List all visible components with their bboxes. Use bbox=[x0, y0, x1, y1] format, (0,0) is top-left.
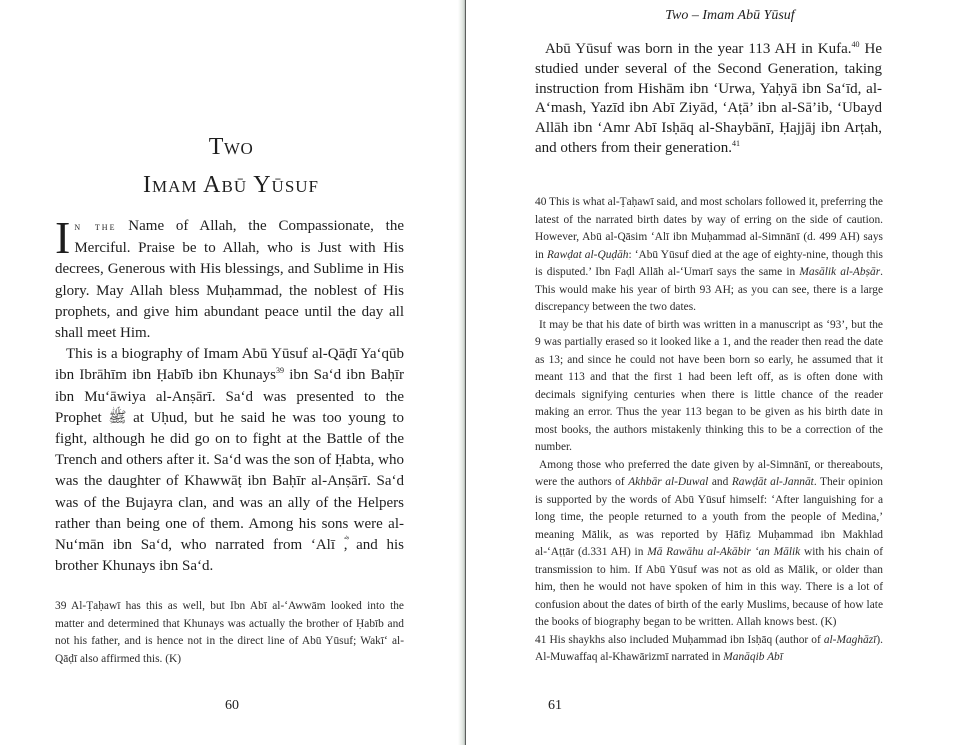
footnote-41-text: ). Al-Muwaffaq al-Khawārizmī narrated in bbox=[535, 633, 883, 663]
footnote-41-text: 41 His shaykhs also included Muḥammad ibn Isḥāq (author of bbox=[535, 633, 824, 646]
page-number-right: 61 bbox=[548, 698, 562, 713]
lead-small-caps: n the bbox=[74, 221, 117, 233]
page-number-left: 60 bbox=[225, 698, 239, 713]
birth-text: Abū Yūsuf was born in the year 113 AH in Kufa. bbox=[544, 41, 852, 57]
opening-paragraph bbox=[55, 212, 404, 344]
teachers-text: He studied under several of the Second Generation, taking instruction from Hishām ibn ‘Urwa, Yaḥyā ibn Sa‘īd, al-A‘mash, Yazīd ibn Abī Ziyād, ‘Aṭā’ ibn al-Sā’ib, ‘Ubayd Allāh ibn ‘Amr Abī Isḥāq al-Shaybānī, Ḥajjāj ibn Arṭah, and others from their generation. bbox=[535, 41, 882, 156]
running-head: Two – Imam Abū Yūsuf bbox=[665, 8, 795, 23]
footnote-40-text: with his chain of transmission to him. If Abū Yūsuf was not as old as Mālik, or older than him, then he would not have spoken of him in this way. There is a lot of confusion about the dates of birth of the early Muslims, because of how late the books of biography began to be written. Allah knows best. (K) bbox=[535, 546, 884, 628]
footnote-ref-39[interactable]: 39 bbox=[276, 366, 285, 376]
book-title: al-Maghāzī bbox=[823, 633, 877, 646]
chapter-title: Imam Abū Yūsuf bbox=[142, 172, 320, 198]
footnote-40-text: . This would make his year of birth 93 AH; as you can see, there is a large discrepancy between the two dates. bbox=[535, 266, 883, 313]
footnote-40-paragraph-2: It may be that his date of birth was written in a manuscript as ‘93’, but the 9 was partially erased so it looked like a 1, and the reader then read the date as 13; and since he could not have been born so early, he assumed that it meant 113 and that the first 1 had been left off, as is often done with decimals signifying centuries when there is little chance of the reader making an error. Thus the year 113 began to be given as his birth date in most books, the authors mistakenly thinking this to be a correction of the number. bbox=[535, 318, 883, 453]
footnote-40 bbox=[535, 194, 883, 317]
book-title: Masālik al-Abṣār bbox=[799, 266, 881, 278]
footnote-40-text: 40 This is what al-Ṭaḥawī said, and most scholars followed it, preferring the latest of the narrated birth dates by way of erring on the side of caution. However, Abū al-Qāsim ‘Alī ibn Muḥammad al-Simnānī (d. 499 AH) says in bbox=[535, 196, 883, 261]
book-title: Mā Rawāhu al-Akābir ‘an Mālik bbox=[647, 546, 801, 558]
book-title: Rawḍat al-Quḍāh bbox=[546, 248, 629, 261]
footnote-40-text: : ‘Abū Yūsuf died at the age of eighty-nine, though this is disputed.’ Ibn Faḍl Allāh al-‘Umarī says the same in bbox=[535, 248, 883, 278]
right-footnotes bbox=[535, 194, 883, 667]
biography-text-rest: ibn Sa‘d ibn Baḥīr ibn Mu‘āwiya al-Anṣārī. Sa‘d was presented to the Prophet ﷺ at Uḥud, but he said he was too young to fight, although he did go on to fight at the Battle of the Trench and others after it. Sa‘d was the son of Ḥabta, who was the daughter of Khawwāṭ ibn Baḥīr al-Anṣārī. Sa‘d was of the Bujayra clan, and was an ally of the Helpers rather than being one of them. Among his sons were al-Nu‘mān ibn Sa‘d, who narrated from ‘Alī ؓ, and his brother Khunays ibn Sa‘d. bbox=[55, 367, 405, 575]
book-title: Akhbār al-Duwal bbox=[628, 476, 709, 488]
left-page bbox=[0, 0, 462, 745]
biography-text-start: This is a biography of Imam Abū Yūsuf al-Qāḍī Ya‘qūb ibn Ibrāhīm ibn Ḥabīb ibn Khunays bbox=[55, 346, 404, 384]
right-body-text bbox=[535, 40, 882, 159]
chapter-number: Two bbox=[208, 134, 254, 160]
footnote-ref-41[interactable]: 41 bbox=[732, 138, 741, 148]
drop-cap: I bbox=[55, 212, 71, 263]
footnote-41 bbox=[535, 632, 883, 667]
footnote-40-text: . Their opinion is supported by the words of Abū Yūsuf himself: ‘After languishing for a long time, the people returned to a youth from the people of Medina,’ meaning Mālik, as was reported by Ḥāfiẓ Muḥammad ibn Makhlad al-‘Aṭṭār (d.331 AH) in bbox=[535, 476, 884, 558]
footnote-40-text: Among those who preferred the date given by al-Simnānī, or thereabouts, were the authors of bbox=[535, 458, 883, 488]
book-title: Rawḍāt al-Jannāt bbox=[731, 476, 814, 488]
left-footnotes bbox=[55, 598, 404, 668]
footnote-40-paragraph-3 bbox=[535, 457, 883, 632]
biography-paragraph bbox=[55, 344, 404, 577]
book-title: Manāqib Abī bbox=[723, 651, 783, 663]
footnote-40-text: and bbox=[708, 476, 732, 488]
opening-paragraph-text: Name of Allah, the Compassionate, the Merciful. Praise be to Allah, who is Just with His decrees, Generous with His blessings, and Sublime in His glory. May Allah bless Muḥammad, the noblest of His prophets, and give him abundant peace until the day all shall meet Him. bbox=[55, 218, 404, 342]
footnote-39: 39 Al-Ṭaḥawī has this as well, but Ibn Abī al-‘Awwām looked into the matter and determined that Khunays was actually the brother of Ḥabīb and not his father, and is hence not in the direct line of Abū Yūsuf; Wakī‘ al-Qāḍī also affirmed this. (K) bbox=[55, 600, 404, 665]
footnote-ref-40[interactable]: 40 bbox=[851, 40, 860, 49]
birth-paragraph bbox=[535, 40, 882, 159]
left-body-text bbox=[55, 212, 405, 577]
